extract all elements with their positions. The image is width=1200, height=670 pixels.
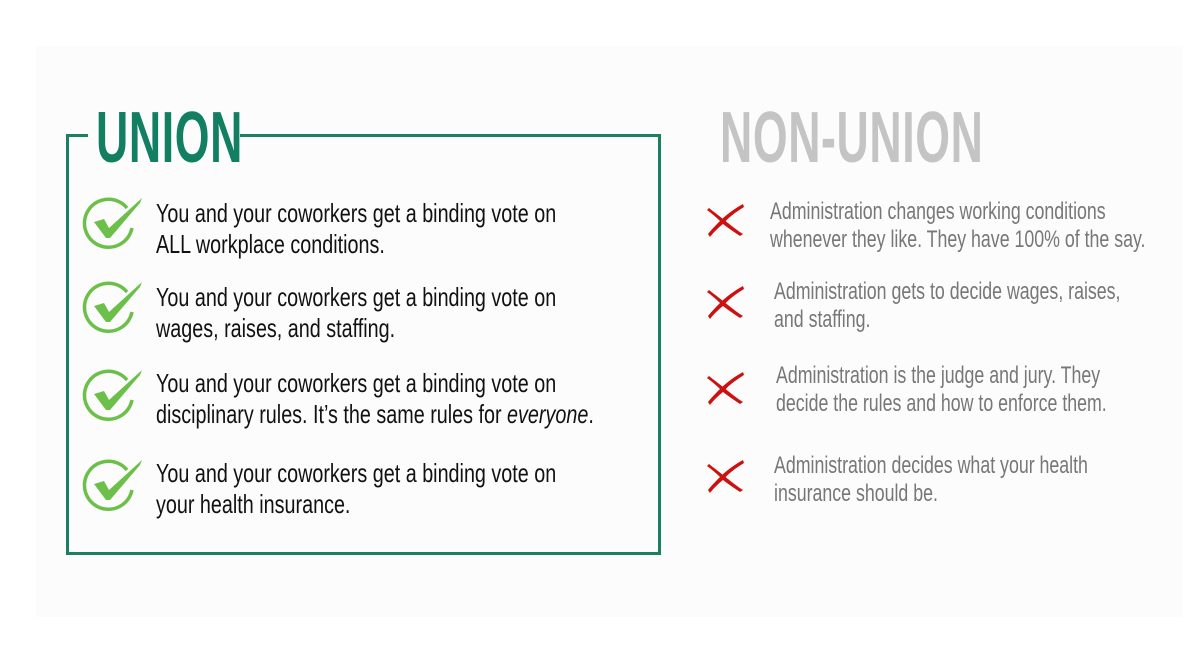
check-circle-icon [82,278,142,334]
union-item-3-emphasis: everyone [507,399,589,429]
union-item-1-line1: You and your coworkers get a binding vote on [156,198,557,228]
union-title: UNION [96,98,243,178]
check-circle-icon [82,194,142,250]
red-x-icon [706,202,746,238]
red-x-icon [706,370,746,406]
union-item-3-line2 [156,399,594,430]
union-item-3-line1: You and your coworkers get a binding vote on [156,368,557,398]
union-item-3-line2-suffix: . [588,399,594,429]
non-union-item-2-line1: Administration gets to decide wages, raises, [774,278,1121,305]
non-union-item-3-line2: decide the rules and how to enforce them. [776,390,1107,417]
union-item-4-line1: You and your coworkers get a binding vote on [156,458,557,488]
union-item-2-line2: wages, raises, and staffing. [156,313,396,343]
non-union-item-2-line2: and staffing. [774,306,871,333]
union-item-2-line1: You and your coworkers get a binding vote on [156,282,557,312]
check-circle-icon [82,366,142,422]
check-circle-icon [82,456,142,512]
non-union-item-3-line1: Administration is the judge and jury. They [776,362,1101,389]
union-item-3-line2-prefix: disciplinary rules. It’s the same rules for [156,399,508,429]
union-item-1-line2: ALL workplace conditions. [156,229,385,259]
red-x-icon [706,458,746,494]
non-union-item-1-line2: whenever they like. They have 100% of the say. [770,226,1146,253]
non-union-item-4-line1: Administration decides what your health [774,452,1088,479]
non-union-title: NON-UNION [720,98,984,178]
non-union-item-1-line1: Administration changes working conditions [770,198,1106,225]
red-x-icon [706,284,746,320]
non-union-item-4-line2: insurance should be. [774,480,938,507]
union-item-4-line2: your health insurance. [156,489,351,519]
